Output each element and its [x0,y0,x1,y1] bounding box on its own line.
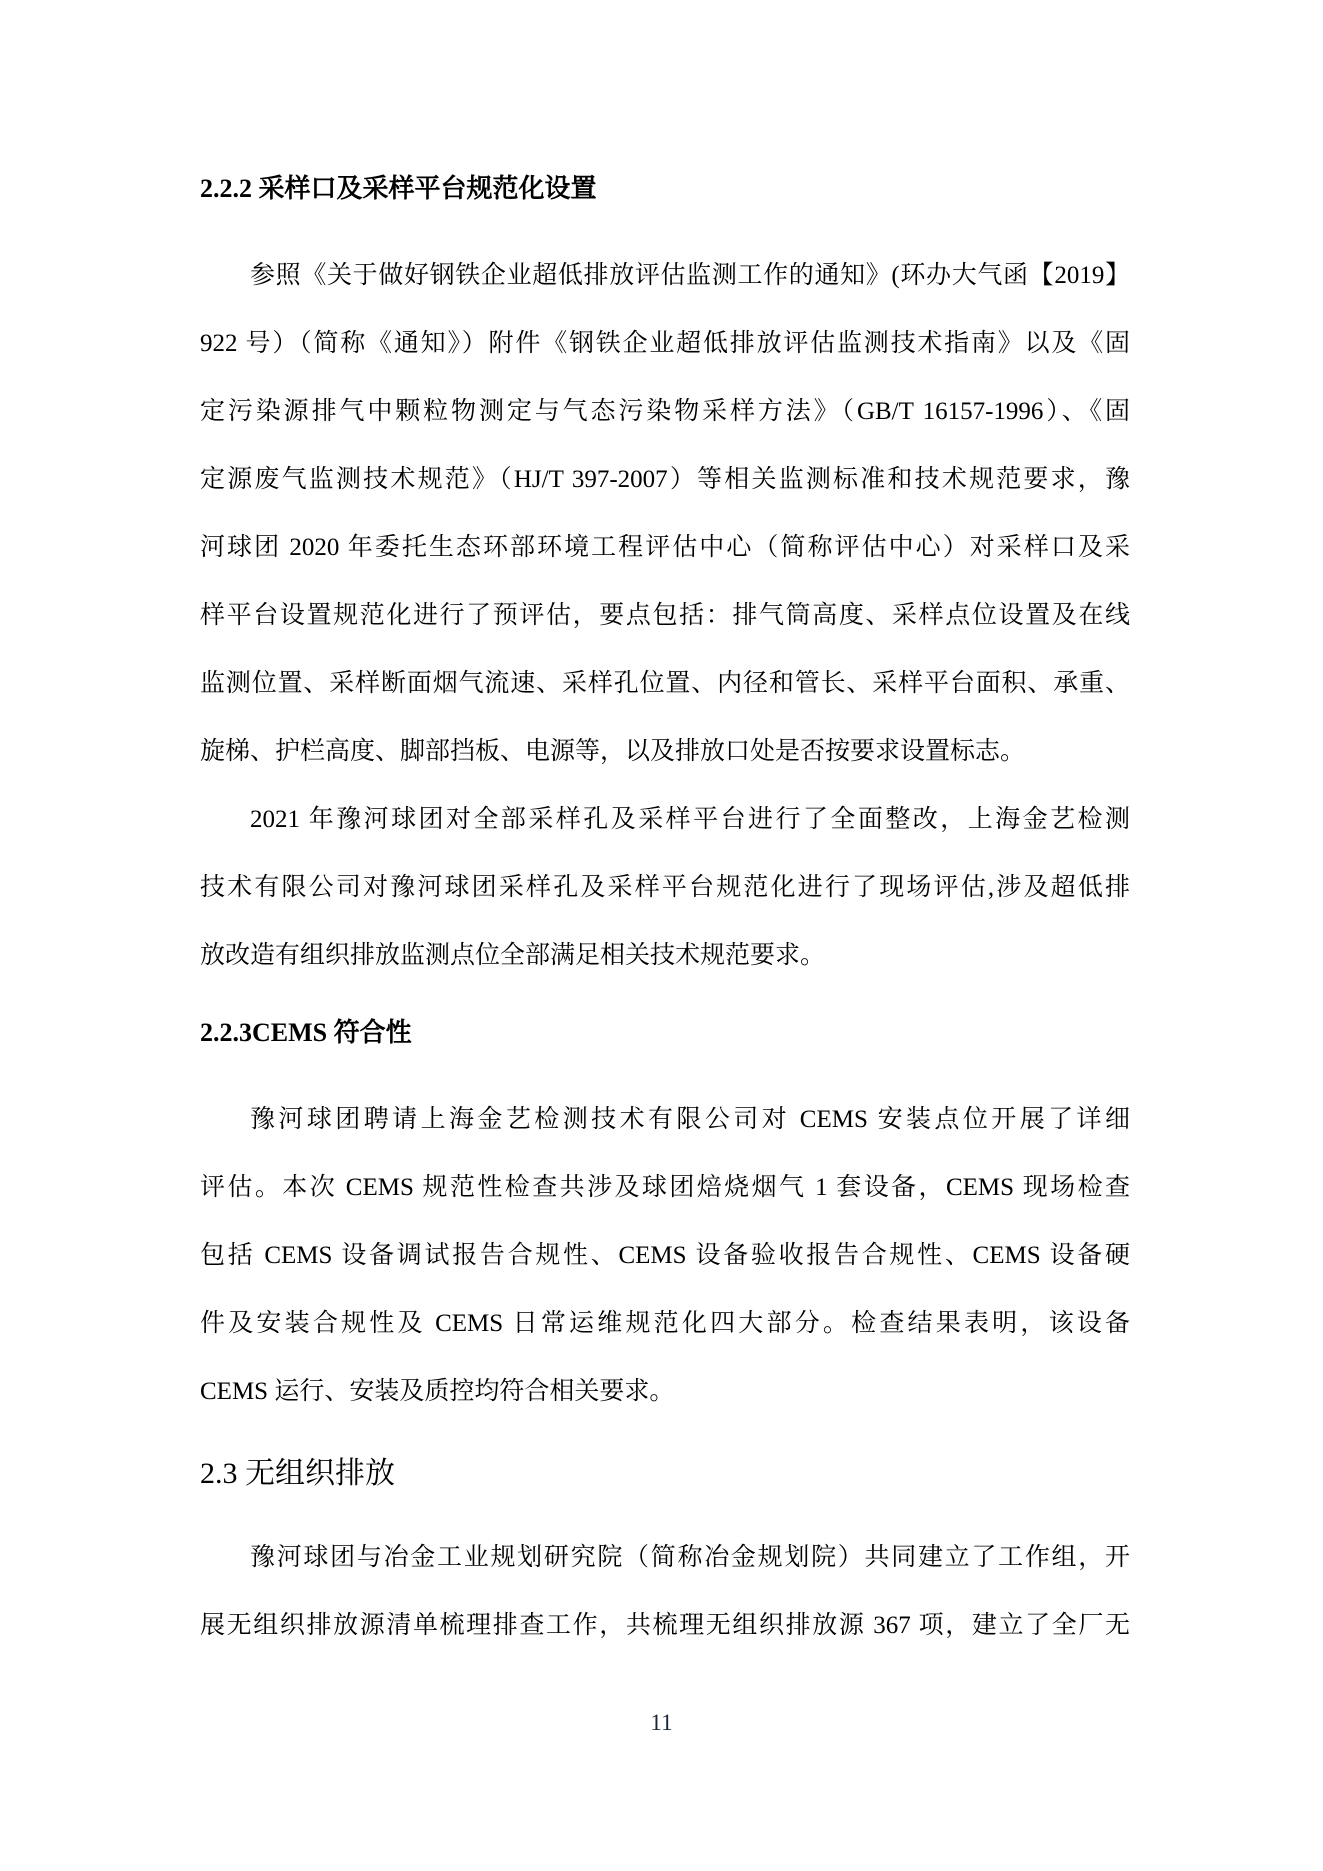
text-line: 展无组织排放源清单梳理排查工作，共梳理无组织排放源 367 项，建立了全厂无 [200,1612,1130,1639]
text-line: 件及安装合规性及 CEMS 日常运维规范化四大部分。检查结果表明，该设备 [200,1310,1130,1337]
text-line: 定污染源排气中颗粒物测定与气态污染物采样方法》（GB/T 16157-1996）、《固 [200,398,1130,425]
text-line: 放改造有组织排放监测点位全部满足相关技术规范要求。 [200,942,826,969]
heading-2-2-3: 2.2.3CEMS 符合性 [200,1018,412,1047]
text-line: CEMS 运行、安装及质控均符合相关要求。 [200,1378,675,1405]
text-line: 包括 CEMS 设备调试报告合规性、CEMS 设备验收报告合规性、CEMS 设备硬 [200,1242,1130,1269]
text-line: 监测位置、采样断面烟气流速、采样孔位置、内径和管长、采样平台面积、承重、 [200,670,1130,697]
text-line: 评估。本次 CEMS 规范性检查共涉及球团焙烧烟气 1 套设备，CEMS 现场检查 [200,1174,1130,1201]
text-line: 技术有限公司对豫河球团采样孔及采样平台规范化进行了现场评估,涉及超低排 [200,874,1130,901]
paragraph-sampling-port-evaluation [200,242,1130,786]
paragraph-2021-rectification [200,786,1130,990]
text-line: 922 号）（简称《通知》）附件《钢铁企业超低排放评估监测技术指南》以及《固 [200,330,1130,357]
heading-2-3: 2.3 无组织排放 [200,1457,395,1490]
text-line: 豫河球团聘请上海金艺检测技术有限公司对 CEMS 安装点位开展了详细 [250,1106,1130,1133]
text-line: 旋梯、护栏高度、脚部挡板、电源等，以及排放口处是否按要求设置标志。 [200,738,1026,765]
page-number: 11 [650,1710,673,1735]
paragraph-fugitive-emissions [200,1524,1130,1660]
heading-2-2-2: 2.2.2 采样口及采样平台规范化设置 [200,174,597,203]
text-line: 2021 年豫河球团对全部采样孔及采样平台进行了全面整改，上海金艺检测 [250,806,1130,833]
text-line: 参照《关于做好钢铁企业超低排放评估监测工作的通知》(环办大气函【2019】 [250,262,1130,289]
paragraph-cems-compliance [200,1086,1130,1426]
text-line: 样平台设置规范化进行了预评估，要点包括：排气筒高度、采样点位设置及在线 [200,602,1130,629]
text-line: 豫河球团与冶金工业规划研究院（简称冶金规划院）共同建立了工作组，开 [250,1544,1130,1571]
document-body [200,0,1130,1660]
text-line: 河球团 2020 年委托生态环部环境工程评估中心（简称评估中心）对采样口及采 [200,534,1130,561]
text-line: 定源废气监测技术规范》（HJ/T 397-2007）等相关监测标准和技术规范要求，豫 [200,466,1130,493]
